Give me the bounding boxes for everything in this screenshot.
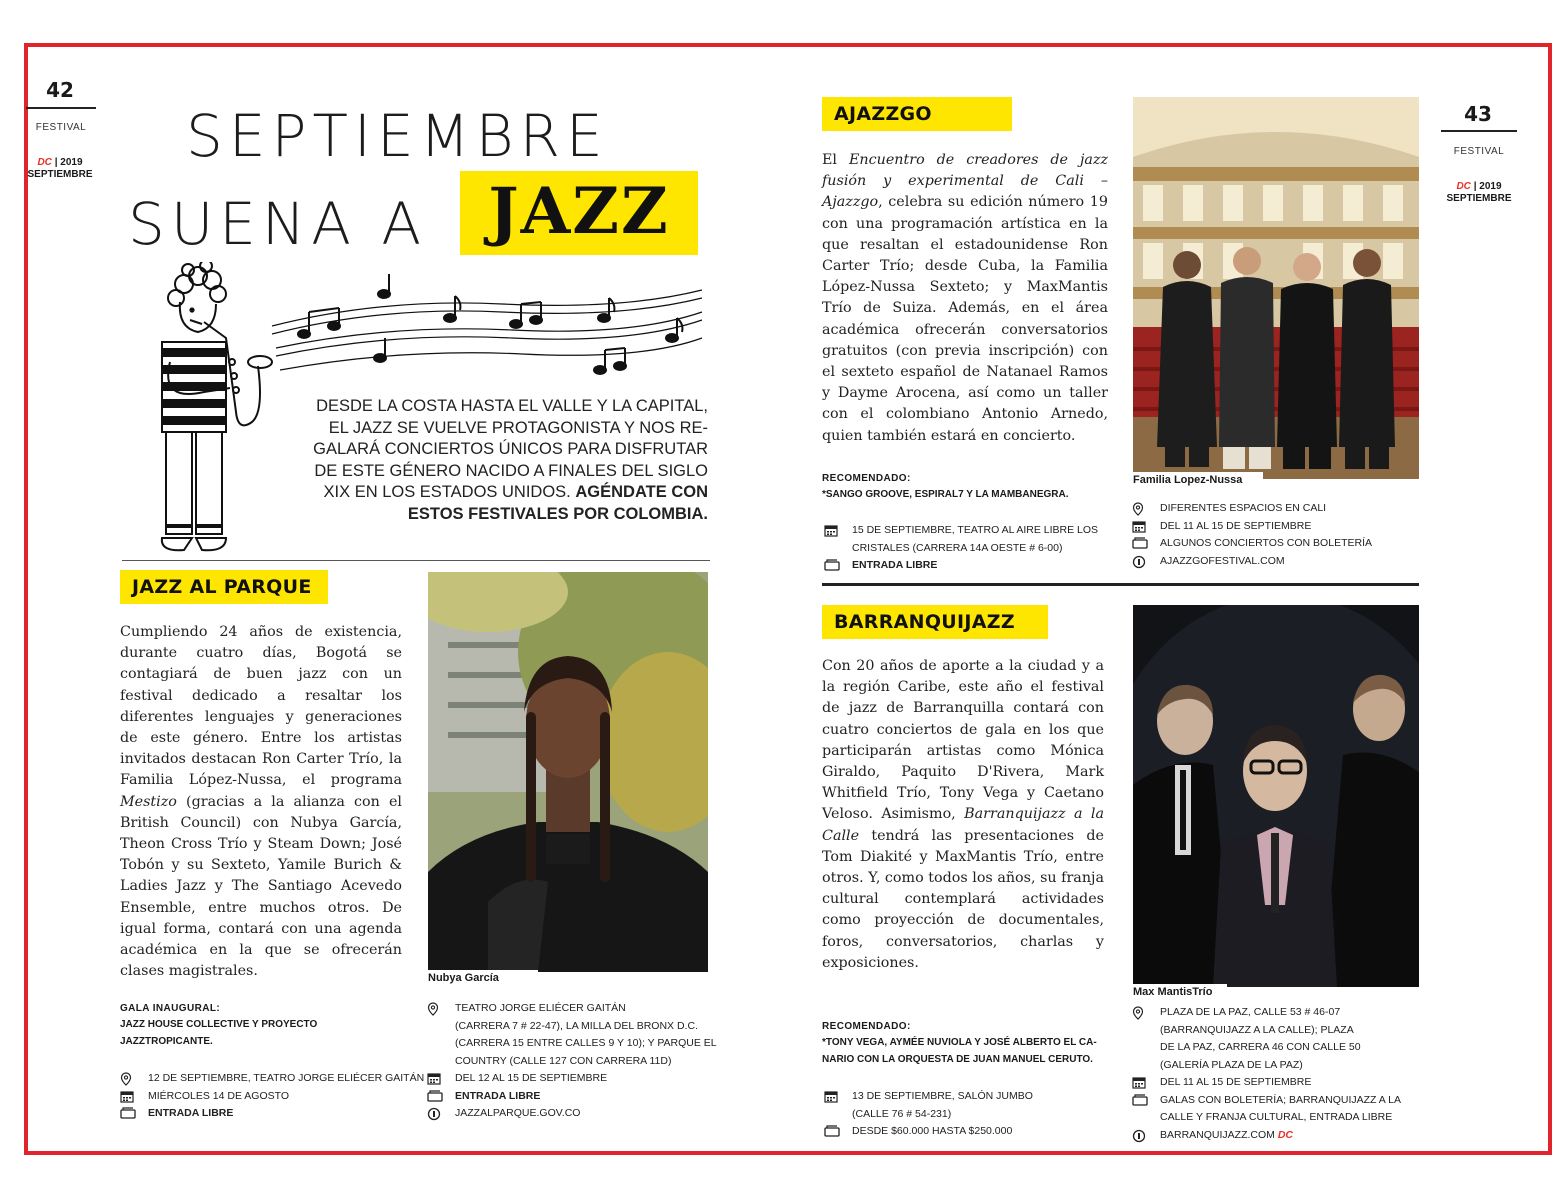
intro-line: [292, 482, 708, 504]
barranquijazz-recommended-info: [822, 1088, 1122, 1141]
info-row: [822, 1088, 1122, 1123]
ajazzgo-recommended-info: [822, 522, 1122, 575]
nubya-garcia-caption: Nubya García: [428, 970, 538, 984]
recommended-text: *SANGO GROOVE, ESPIRAL7 Y LA MAMBANEGRA.: [822, 489, 1069, 500]
calendar-icon: [824, 1090, 838, 1103]
familia-lopez-nussa-caption: Familia Lopez-Nussa: [1133, 472, 1263, 486]
calendar-icon: [824, 524, 838, 537]
info-row: [1130, 518, 1420, 536]
section-label-left: FESTIVAL: [35, 122, 87, 133]
brand-mark: DC: [37, 157, 52, 168]
info-row: [1130, 1127, 1430, 1145]
info-text: (CARRERA 15 ENTRE CALLES 9 Y 10); Y PARQUE EL: [455, 1037, 717, 1049]
intro-line: DESDE LA COSTA HASTA EL VALLE Y LA CAPITAL,: [316, 397, 708, 415]
nubya-garcia-photo-art: [428, 572, 708, 972]
info-text[interactable]: JAZZALPARQUE.GOV.CO: [455, 1107, 581, 1119]
body-italic-text: Mestizo: [120, 793, 177, 810]
info-text: DEL 12 AL 15 DE SEPTIEMBRE: [455, 1072, 608, 1084]
location-pin-icon: [427, 1002, 439, 1016]
title-line-2: SUENA A: [128, 190, 428, 258]
jazz-al-parque-info-list: [425, 1000, 725, 1123]
web-icon: [427, 1107, 441, 1121]
body-text: Cumpliendo 24 años de existencia, durante cuatro días, Bogotá se contagiará de buen jazz con un festival dedicado a resaltar los diferentes lenguajes y generaciones de este género. Entre los artistas invitados destacan Ron Carter Trío, la Familia López-Nussa, el programa: [120, 624, 402, 789]
body-italic-text: Encuentro de creadores de jazz fusión y experimental de Cali – Ajazzgo: [822, 152, 1109, 211]
info-row: [822, 1123, 1122, 1141]
intro-line: EL JAZZ SE VUELVE PROTAGONISTA Y NOS RE-: [328, 418, 708, 437]
page-number-left: 42: [46, 78, 74, 102]
info-text: GALAS CON BOLETERÍA; BARRANQUIJAZZ A LA: [1160, 1093, 1401, 1106]
info-text: (CARRERA 7 # 22-47), LA MILLA DEL BRONX D.C.: [455, 1019, 698, 1032]
body-text: (gracias a la alianza con el British Council) con Nubya García, Theon Cross Trío y Steam Down; José Tobón y su Sexteto, Yamile Burich & Ladies Jazz y The Santiago Acevedo Ensemble, entre muchos otros. De igual forma, contará con una agenda académica en la que se ofrecerán clases magistrales.: [120, 793, 402, 980]
ajazzgo-body: [822, 150, 1108, 447]
info-text: DESDE $60.000 HASTA $250.000: [852, 1125, 1013, 1137]
section-divider: [822, 583, 1419, 586]
ticket-icon: [1132, 1094, 1148, 1106]
info-row: [118, 1105, 428, 1123]
info-text: DE LA PAZ, CARRERA 46 CON CALLE 50: [1160, 1041, 1361, 1053]
barranquijazz-recommended: [822, 1020, 1122, 1068]
gala-inaugural-block: [120, 1002, 420, 1050]
body-text: El: [822, 152, 849, 168]
info-row: [1130, 500, 1420, 518]
end-brand-mark: DC: [1277, 1128, 1294, 1141]
info-row: [425, 1070, 725, 1088]
page-number-rule: [1441, 130, 1517, 132]
jazz-al-parque-body: [120, 622, 402, 982]
info-row: [822, 522, 1122, 557]
info-row: [118, 1088, 428, 1106]
body-text: Con 20 años de aporte a la ciudad y a la región Caribe, este año el festival de jazz de Barranquilla contará con cuatro conciertos de gala en los que participarán artistas como Mónica Giraldo, Paquito D'Rivera, Mark Whitfield Trío, Tony Vega y Caetano Veloso. Asimismo,: [822, 658, 1104, 823]
ajazzgo-info-list: [1130, 500, 1420, 570]
info-row: [425, 1105, 725, 1123]
page-number-right: 43: [1464, 102, 1492, 126]
body-text: tendrá las presentaciones de Tom Diakité y MaxMantis Trío, entre otros. Y, como todos los años, su franja cultural contemplará actividades como proyección de documentales, foros, conversatorios, charlas y exposiciones.: [822, 827, 1104, 971]
location-pin-icon: [120, 1072, 132, 1086]
gala-line: JAZZ HOUSE COLLECTIVE Y PROYECTO: [120, 1019, 318, 1030]
info-text: DIFERENTES ESPACIOS EN CALI: [1160, 502, 1327, 514]
ajazzgo-heading: AJAZZGO: [822, 97, 1012, 131]
ajazzgo-recommended: [822, 472, 1122, 503]
info-text: PLAZA DE LA PAZ, CALLE 53 # 46-07: [1160, 1006, 1341, 1018]
info-row: [1130, 553, 1420, 571]
info-row: [1130, 1074, 1430, 1092]
section-divider: [122, 560, 710, 561]
recommended-title: RECOMENDADO:: [822, 473, 911, 484]
recommended-text: NARIO CON LA ORQUESTA DE JUAN MANUEL CERUTO.: [822, 1054, 1093, 1065]
intro-line: DE ESTE GÉNERO NACIDO A FINALES DEL SIGLO: [314, 461, 708, 480]
title-line-1: SEPTIEMBRE: [186, 102, 609, 170]
info-row: [822, 557, 1122, 575]
calendar-icon: [120, 1090, 134, 1103]
info-text: ALGUNOS CONCIERTOS CON BOLETERÍA: [1160, 537, 1372, 549]
body-italic-text: Barranquijazz a la Calle: [822, 806, 1105, 844]
info-text: ENTRADA LIBRE: [852, 559, 938, 571]
info-text: (GALERÍA PLAZA DE LA PAZ): [1160, 1058, 1303, 1071]
web-icon: [1132, 1129, 1146, 1143]
issue-year: 2019: [1479, 181, 1502, 192]
intro-line-text: XIX EN LOS ESTADOS UNIDOS.: [323, 483, 571, 502]
info-text[interactable]: BARRANQUIJAZZ.COM: [1160, 1128, 1275, 1141]
info-text: TEATRO JORGE ELIÉCER GAITÁN: [455, 1002, 626, 1014]
max-mantis-trio-photo-art: [1133, 605, 1419, 987]
intro-line: [292, 504, 708, 526]
info-row: [425, 1088, 725, 1106]
intro-paragraph: [292, 396, 708, 526]
brand-mark: DC: [1456, 181, 1471, 192]
web-icon: [1132, 555, 1146, 569]
ticket-icon: [1132, 537, 1148, 549]
gala-info-list: [118, 1070, 428, 1123]
location-pin-icon: [1132, 502, 1144, 516]
recommended-text: *TONY VEGA, AYMÉE NUVIOLA Y JOSÉ ALBERTO EL CA-: [822, 1037, 1097, 1048]
issue-month: SEPTIEMBRE: [1446, 193, 1512, 204]
ticket-icon: [824, 559, 840, 571]
calendar-icon: [427, 1072, 441, 1085]
info-text: ENTRADA LIBRE: [455, 1089, 541, 1102]
ticket-icon: [120, 1107, 136, 1119]
page-number-rule: [26, 107, 96, 109]
info-text: DEL 11 AL 15 DE SEPTIEMBRE: [1160, 519, 1312, 532]
saxophonist-illustration: [140, 262, 280, 557]
info-row: [1130, 1092, 1430, 1127]
issue-month: SEPTIEMBRE: [27, 169, 93, 180]
info-text: MIÉRCOLES 14 DE AGOSTO: [148, 1089, 290, 1102]
jazz-al-parque-heading: JAZZ AL PARQUE: [120, 570, 328, 604]
max-mantis-trio-caption: Max MantisTrío: [1133, 984, 1227, 998]
info-text: CRISTALES (CARRERA 14A OESTE # 6-00): [852, 541, 1063, 554]
info-row: [118, 1070, 428, 1088]
info-text: ENTRADA LIBRE: [148, 1107, 234, 1119]
max-mantis-trio-photo: [1133, 605, 1419, 987]
intro-bold-text: ESTOS FESTIVALES POR COLOMBIA.: [407, 504, 708, 523]
title-highlight-jazz: JAZZ: [460, 171, 698, 255]
info-text: DEL 11 AL 15 DE SEPTIEMBRE: [1160, 1076, 1312, 1088]
ticket-icon: [824, 1125, 840, 1137]
info-text[interactable]: AJAZZGOFESTIVAL.COM: [1160, 554, 1285, 567]
info-text: 13 DE SEPTIEMBRE, SALÓN JUMBO: [852, 1090, 1033, 1102]
familia-lopez-nussa-photo: [1133, 97, 1419, 479]
info-text: CALLE Y FRANJA CULTURAL, ENTRADA LIBRE: [1160, 1111, 1393, 1123]
barranquijazz-heading: BARRANQUIJAZZ: [822, 605, 1048, 639]
info-row: [1130, 1004, 1430, 1074]
ticket-icon: [427, 1090, 443, 1102]
body-text: , celebra su edición número 19 con una programación artística en la que resaltan el estadounidense Ron Carter Trío; desde Cuba, la Familia López-Nussa Sexteto; y MaxMantis Trío de Suiza. Además, en el área académica ofrecerán conversatorios gratuitos (con previa inscripción) con el sexteto español de Natanael Ramos y Dayme Arocena, así como un taller con el colombiano Antonio Arnedo, quien también estará en concierto.: [822, 194, 1108, 444]
gala-line: JAZZTROPICANTE.: [120, 1036, 213, 1047]
barranquijazz-info-list: [1130, 1004, 1430, 1144]
gala-title: GALA INAUGURAL:: [120, 1003, 221, 1014]
issue-year: 2019: [60, 157, 83, 168]
issue-date-left: DC | 2019 SEPTIEMBRE: [27, 157, 93, 180]
info-text: (BARRANQUIJAZZ A LA CALLE); PLAZA: [1160, 1023, 1354, 1036]
barranquijazz-body: [822, 656, 1104, 974]
section-label-right: FESTIVAL: [1453, 146, 1505, 157]
info-text: 12 DE SEPTIEMBRE, TEATRO JORGE ELIÉCER GAITÁN: [148, 1072, 425, 1084]
info-text: 15 DE SEPTIEMBRE, TEATRO AL AIRE LIBRE LOS: [852, 524, 1099, 536]
location-pin-icon: [1132, 1006, 1144, 1020]
nubya-garcia-photo: [428, 572, 708, 972]
calendar-icon: [1132, 1076, 1146, 1089]
info-text: (CALLE 76 # 54-231): [852, 1107, 952, 1120]
recommended-title: RECOMENDADO:: [822, 1021, 911, 1032]
info-text: COUNTRY (CALLE 127 CON CARRERA 11D): [455, 1054, 672, 1067]
music-staff-illustration: [262, 268, 712, 388]
calendar-icon: [1132, 520, 1146, 533]
info-row: [425, 1000, 725, 1070]
issue-date-right: DC | 2019 SEPTIEMBRE: [1446, 181, 1512, 204]
info-row: [1130, 535, 1420, 553]
intro-bold-text: AGÉNDATE CON: [575, 483, 708, 502]
familia-lopez-nussa-photo-art: [1133, 97, 1419, 479]
intro-line: GALARÁ CONCIERTOS ÚNICOS PARA DISFRUTAR: [313, 440, 708, 459]
